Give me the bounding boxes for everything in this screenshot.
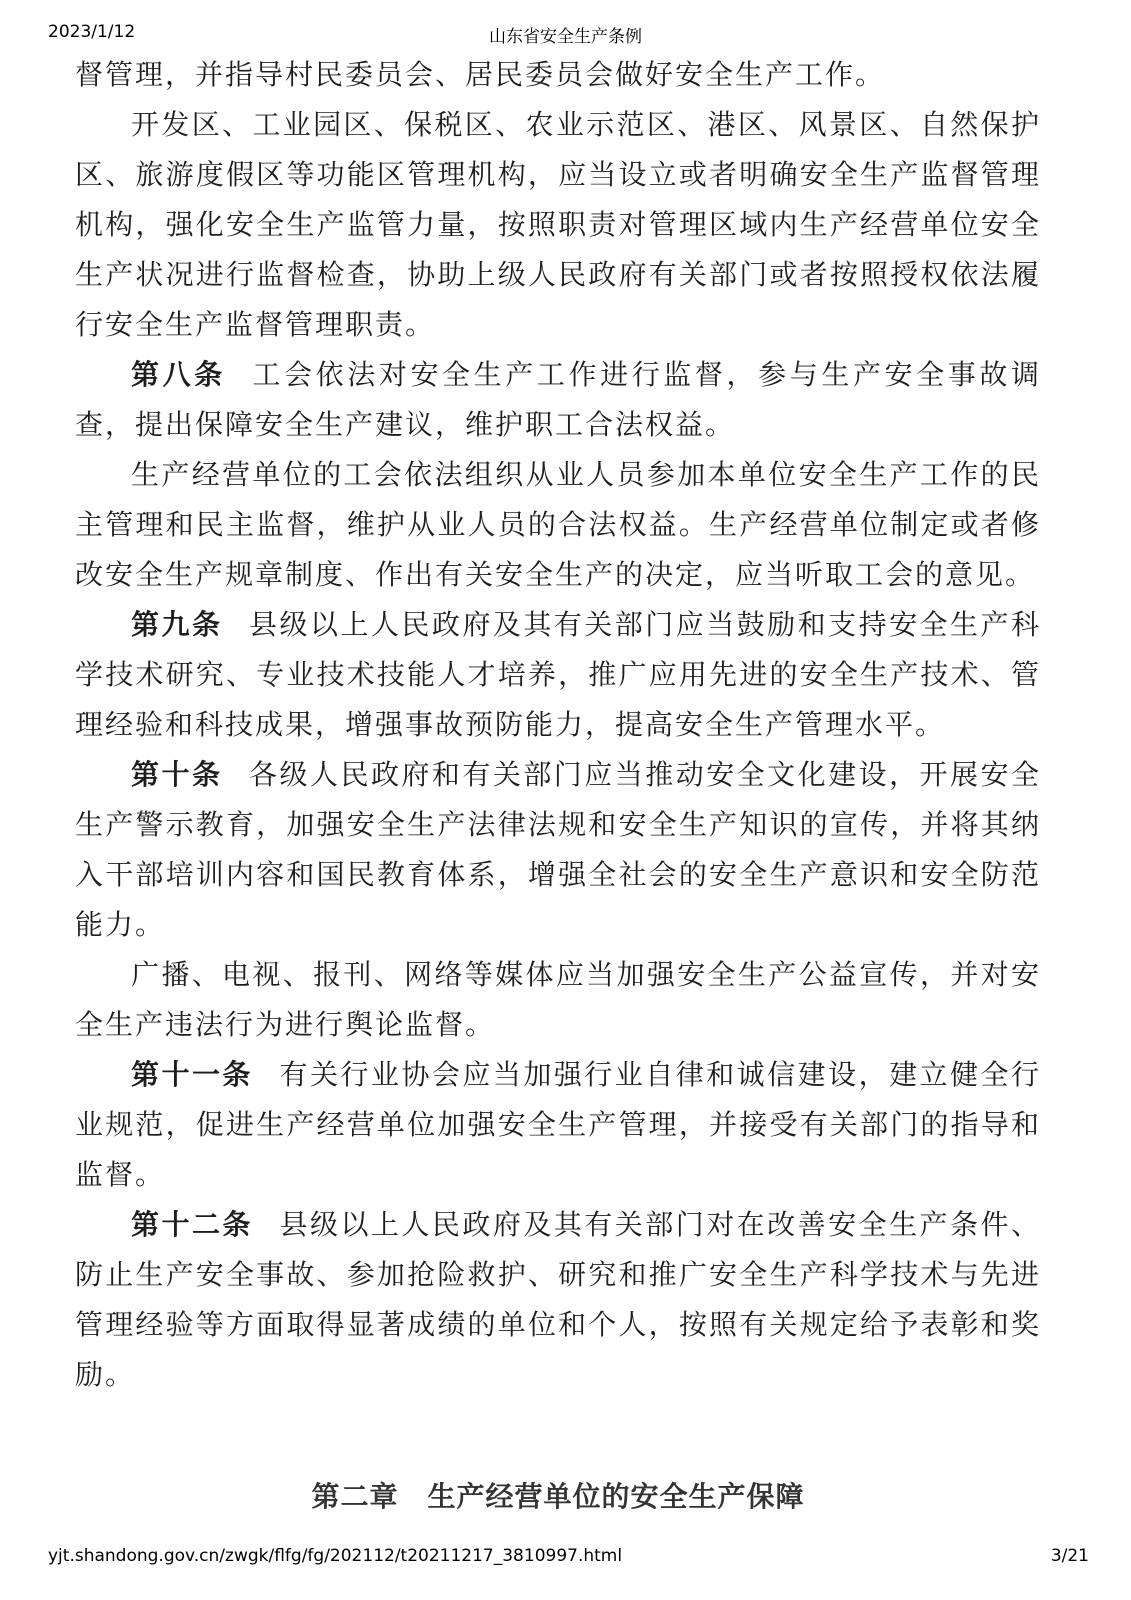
print-date: 2023/1/12	[48, 22, 136, 42]
paragraph-text: 各级人民政府和有关部门应当推动安全文化建设，开展安全生产警示教育，加强安全生产法律法规和安全生产知识的宣传，并将其纳入干部培训内容和国民教育体系，增强全社会的安全生产意识和安全防范能力。	[75, 758, 1041, 941]
document-body	[75, 50, 1041, 1522]
article-number: 第十条	[131, 758, 223, 791]
print-footer	[48, 1546, 1089, 1566]
article-number: 第十一条	[131, 1058, 253, 1091]
paragraph	[75, 350, 1041, 450]
paragraph	[75, 1050, 1041, 1200]
chapter-heading: 第二章 生产经营单位的安全生产保障	[311, 1480, 805, 1513]
paragraph	[75, 950, 1041, 1050]
paragraph	[75, 100, 1041, 350]
paragraph-text: 县级以上人民政府及其有关部门对在改善安全生产条件、防止生产安全事故、参加抢险救护、研究和推广安全生产科学技术与先进管理经验等方面取得显著成绩的单位和个人，按照有关规定给予表彰和奖励。	[75, 1208, 1041, 1391]
source-url: yjt.shandong.gov.cn/zwgk/flfg/fg/202112/t20211217_3810997.html	[48, 1546, 623, 1566]
paragraph	[75, 50, 1041, 100]
article-number: 第九条	[131, 608, 223, 641]
paragraph-text: 县级以上人民政府及其有关部门应当鼓励和支持安全生产科学技术研究、专业技术技能人才培养，推广应用先进的安全生产技术、管理经验和科技成果，增强事故预防能力，提高安全生产管理水平。	[75, 608, 1041, 741]
article-number: 第八条	[131, 358, 226, 391]
paragraph-text: 广播、电视、报刊、网络等媒体应当加强安全生产公益宣传，并对安全生产违法行为进行舆论监督。	[75, 958, 1041, 1041]
document-title: 山东省安全生产条例	[489, 27, 642, 47]
paragraph-text: 有关行业协会应当加强行业自律和诚信建设，建立健全行业规范，促进生产经营单位加强安全生产管理，并接受有关部门的指导和监督。	[75, 1058, 1041, 1191]
paragraph-text: 督管理，并指导村民委员会、居民委员会做好安全生产工作。	[75, 58, 886, 91]
paragraph-text: 工会依法对安全生产工作进行监督，参与生产安全事故调查，提出保障安全生产建议，维护职工合法权益。	[75, 358, 1041, 441]
print-header	[48, 22, 1083, 46]
article-number: 第十二条	[131, 1208, 253, 1241]
paragraph-text: 生产经营单位的工会依法组织从业人员参加本单位安全生产工作的民主管理和民主监督，维护从业人员的合法权益。生产经营单位制定或者修改安全生产规章制度、作出有关安全生产的决定，应当听取工会的意见。	[75, 458, 1041, 591]
page-number: 3/21	[1050, 1546, 1089, 1566]
paragraph	[75, 450, 1041, 600]
paragraph	[75, 600, 1041, 750]
paragraph	[75, 1200, 1041, 1400]
paragraph	[75, 750, 1041, 950]
paragraph-text: 开发区、工业园区、保税区、农业示范区、港区、风景区、自然保护区、旅游度假区等功能区管理机构，应当设立或者明确安全生产监督管理机构，强化安全生产监管力量，按照职责对管理区域内生产经营单位安全生产状况进行监督检查，协助上级人民政府有关部门或者按照授权依法履行安全生产监督管理职责。	[75, 108, 1041, 341]
